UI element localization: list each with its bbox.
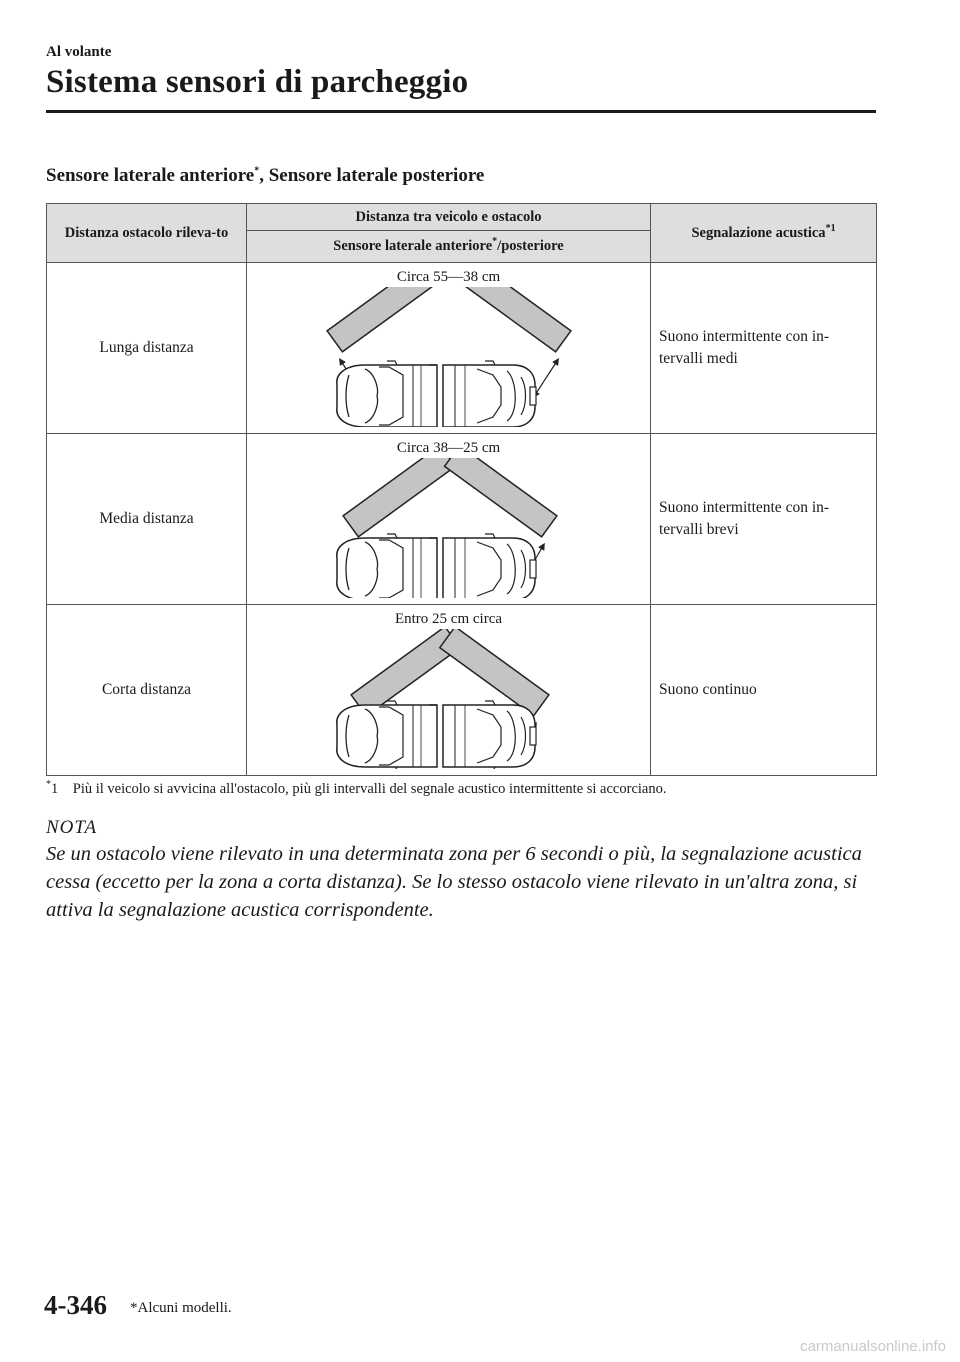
subtitle-part2: , Sensore laterale posteriore (259, 165, 485, 186)
distance-figure-cell (247, 605, 651, 776)
car-sensor-illustration (277, 629, 621, 769)
page-number: 4-346 (44, 1290, 107, 1320)
note-text: Se un ostacolo viene rilevato in una determinata zona per 6 secondi o più, la segnalazione acustica cessa (eccetto per la zona a corta distanza). Se lo stesso ostacolo viene rilevato in un'altra zona, si attiva la segnalazione acustica corrispondente. (46, 843, 862, 921)
section-subtitle (46, 165, 484, 187)
signal-description: Suono continuo (651, 605, 877, 776)
distance-range-label: Entro 25 cm circa (394, 611, 503, 627)
col-header-sensor-type: Sensore laterale anteriore*/posteriore (247, 231, 651, 263)
col-header-distance-zone: Distanza ostacolo rileva-to (47, 204, 247, 263)
title-divider (46, 110, 876, 113)
subtitle-asterisk: * (254, 165, 260, 177)
table-footnote (46, 781, 876, 798)
subtitle-part1: Sensore laterale anteriore (46, 165, 255, 186)
signal-description: Suono intermittente con in-tervalli brevi (651, 434, 877, 605)
zone-label: Corta distanza (47, 605, 247, 776)
distance-range-label: Circa 38—25 cm (396, 440, 501, 456)
footnote-text: Più il veicolo si avvicina all'ostacolo, più gli intervalli del segnale acustico intermittente si accorciano. (72, 781, 667, 797)
note-label: NOTA (46, 817, 98, 838)
zone-label: Lunga distanza (47, 263, 247, 434)
page-title: Sistema sensori di parcheggio (46, 64, 469, 100)
watermark: carmanualsonline.info (800, 1338, 946, 1355)
table-row (47, 605, 877, 776)
distance-figure-cell (247, 263, 651, 434)
distance-range-label: Circa 55—38 cm (396, 269, 501, 285)
footnote-number: 1 (51, 781, 59, 797)
zone-label: Media distanza (47, 434, 247, 605)
footnote-mark: * (46, 779, 51, 791)
signal-description: Suono intermittente con in-tervalli medi (651, 263, 877, 434)
sensor-distance-table (46, 203, 877, 776)
models-note: *Alcuni modelli. (130, 1300, 232, 1316)
car-sensor-illustration (277, 458, 621, 598)
table-row (47, 434, 877, 605)
section-label: Al volante (46, 44, 112, 60)
table-row (47, 263, 877, 434)
car-sensor-illustration (277, 287, 621, 427)
distance-figure-cell (247, 434, 651, 605)
col-header-vehicle-distance: Distanza tra veicolo e ostacolo (247, 204, 651, 231)
col-header-acoustic-signal: Segnalazione acustica$^{*1}$ (651, 204, 877, 263)
